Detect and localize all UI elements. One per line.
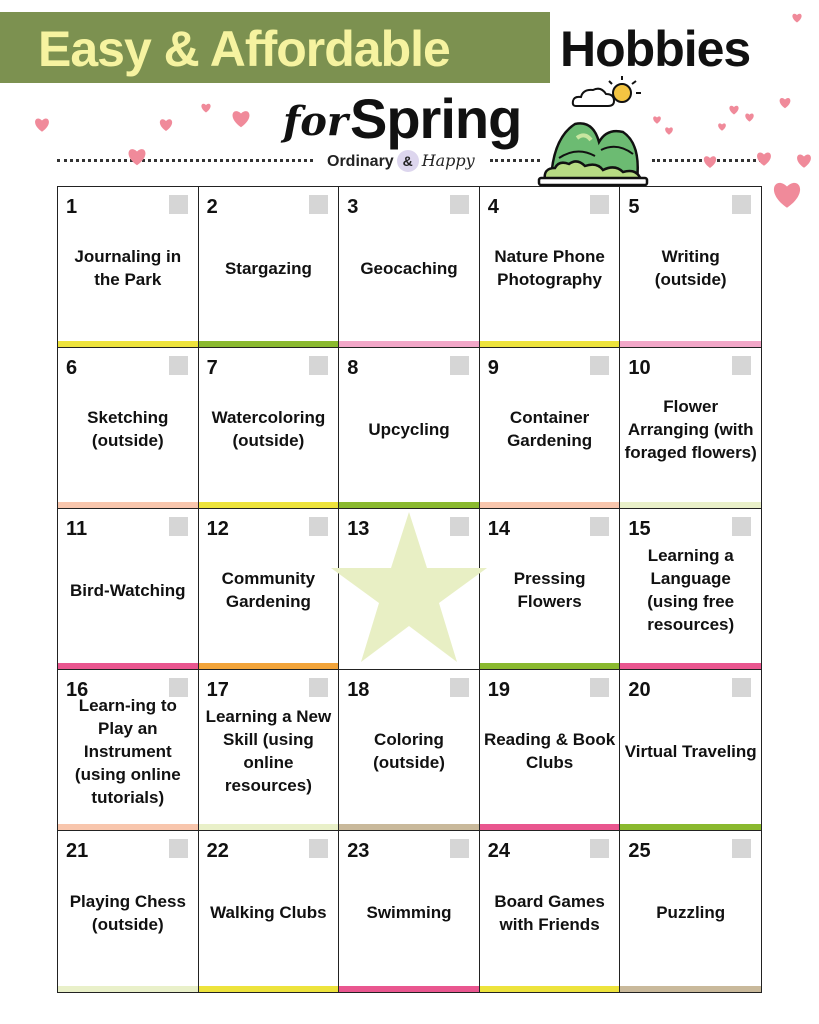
checkbox[interactable] <box>732 839 751 858</box>
brand-ordinary: Ordinary <box>327 153 394 170</box>
divider-middle <box>490 159 540 162</box>
checkbox[interactable] <box>590 839 609 858</box>
grid-cell-4 <box>480 187 621 348</box>
grid-cell-15 <box>620 509 761 670</box>
color-stripe <box>58 502 198 508</box>
checkbox[interactable] <box>309 517 328 536</box>
color-stripe <box>58 986 198 992</box>
hobby-label: Upcycling <box>368 419 450 439</box>
color-stripe <box>620 502 761 508</box>
heart-icon <box>702 154 718 170</box>
hobby-label: Playing Chess (outside) <box>69 891 186 934</box>
checkbox[interactable] <box>309 678 328 697</box>
grid-cell-2 <box>199 187 340 348</box>
color-stripe <box>199 986 339 992</box>
title-hobbies: Hobbies <box>560 21 751 77</box>
color-stripe <box>199 341 339 347</box>
cell-number: 9 <box>487 357 499 379</box>
cell-number: 13 <box>347 518 370 540</box>
cell-number: 2 <box>206 196 218 218</box>
brand-amp: & <box>397 150 419 172</box>
hills-icon <box>537 118 649 188</box>
cell-number: 19 <box>487 679 511 701</box>
hobby-label: Learning a New Skill (using online resources) <box>205 707 332 795</box>
cell-number: 23 <box>347 840 370 862</box>
grid-cell-6 <box>58 348 199 509</box>
cell-number: 20 <box>628 679 651 701</box>
hobby-label: Bird-Watching <box>70 580 186 600</box>
cell-number: 11 <box>66 518 88 540</box>
hobby-label: Watercoloring (outside) <box>211 408 326 450</box>
checkbox[interactable] <box>309 356 328 375</box>
color-stripe <box>199 663 339 669</box>
hobby-label: Stargazing <box>224 258 312 278</box>
cell-number: 7 <box>206 357 218 379</box>
cell-number: 3 <box>347 196 359 218</box>
cell-number: 12 <box>206 518 229 540</box>
hobby-label: Writing (outside) <box>654 247 727 289</box>
checkbox[interactable] <box>309 839 328 858</box>
checkbox[interactable] <box>169 195 188 214</box>
grid-cell-5 <box>620 187 761 348</box>
subtitle-for: for <box>283 98 348 145</box>
checkbox[interactable] <box>169 839 188 858</box>
color-stripe <box>58 663 198 669</box>
hobby-label: Board Games with Friends <box>494 891 605 934</box>
color-stripe <box>199 824 339 830</box>
grid-cell-11 <box>58 509 199 670</box>
checkbox[interactable] <box>590 356 609 375</box>
grid-cell-18 <box>339 670 480 831</box>
color-stripe <box>339 986 479 992</box>
heart-icon <box>230 108 252 130</box>
checkbox[interactable] <box>450 678 469 697</box>
heart-icon <box>728 104 740 116</box>
grid-cell-1 <box>58 187 199 348</box>
color-stripe <box>480 663 620 669</box>
heart-icon <box>126 146 148 168</box>
checkbox[interactable] <box>732 195 751 214</box>
checkbox[interactable] <box>590 195 609 214</box>
grid-cell-3 <box>339 187 480 348</box>
hobby-label: Virtual Traveling <box>624 741 757 761</box>
brand-logo <box>327 150 475 172</box>
hobby-label: Puzzling <box>656 903 726 922</box>
cell-number: 17 <box>206 679 229 701</box>
hobby-label: Coloring (outside) <box>373 730 445 772</box>
checkbox[interactable] <box>590 517 609 536</box>
cell-number: 24 <box>487 840 511 862</box>
cell-number: 18 <box>347 679 370 701</box>
star-icon <box>329 512 489 664</box>
hobby-label: Community Gardening <box>221 569 316 611</box>
color-stripe <box>620 663 761 669</box>
color-stripe <box>480 986 620 992</box>
heart-icon <box>744 112 755 123</box>
hobby-label: Reading & Book Clubs <box>483 730 616 772</box>
grid-cell-9 <box>480 348 621 509</box>
grid-cell-22 <box>199 831 340 992</box>
color-stripe <box>339 502 479 508</box>
hobby-label: Sketching (outside) <box>87 408 169 450</box>
hobby-label: Journaling in the Park <box>74 247 182 289</box>
color-stripe <box>480 502 620 508</box>
checkbox[interactable] <box>590 678 609 697</box>
checkbox[interactable] <box>450 839 469 858</box>
color-stripe <box>199 502 339 508</box>
grid-cell-20 <box>620 670 761 831</box>
cell-number: 6 <box>66 357 78 379</box>
cell-number: 1 <box>66 196 78 218</box>
grid-cell-14 <box>480 509 621 670</box>
grid-cell-25 <box>620 831 761 992</box>
checkbox[interactable] <box>732 517 751 536</box>
color-stripe <box>58 341 198 347</box>
heart-icon <box>717 122 727 132</box>
hobby-label: Flower Arranging (with foraged flowers) <box>624 396 757 462</box>
checkbox[interactable] <box>732 678 751 697</box>
heart-icon <box>664 126 674 136</box>
hobby-label: Pressing Flowers <box>513 569 586 611</box>
color-stripe <box>339 341 479 347</box>
heart-icon <box>755 150 773 168</box>
divider-left <box>57 159 313 162</box>
grid-cell-8 <box>339 348 480 509</box>
grid-cell-10 <box>620 348 761 509</box>
hobby-label: Learn-ing to Play an Instrument (using online tutorials) <box>74 695 181 807</box>
heart-icon <box>778 96 792 110</box>
sun-cloud-icon <box>570 76 642 112</box>
hobby-label: Learning a Language (using free resources) <box>647 546 735 634</box>
grid-cell-19 <box>480 670 621 831</box>
cell-number: 15 <box>628 518 651 540</box>
color-stripe <box>620 341 761 347</box>
grid-cell-12 <box>199 509 340 670</box>
cell-number: 8 <box>347 357 359 379</box>
grid-cell-7 <box>199 348 340 509</box>
cell-number: 22 <box>206 840 229 862</box>
checkbox[interactable] <box>732 356 751 375</box>
cell-number: 10 <box>628 357 651 379</box>
grid-cell-16 <box>58 670 199 831</box>
cell-number: 21 <box>66 840 89 862</box>
heart-icon <box>200 102 212 114</box>
checkbox[interactable] <box>450 195 469 214</box>
color-stripe <box>480 341 620 347</box>
cell-number: 14 <box>487 518 511 540</box>
heart-icon <box>770 178 804 212</box>
cell-number: 5 <box>628 196 640 218</box>
color-stripe <box>339 824 479 830</box>
heart-icon <box>791 12 803 24</box>
heart-icon <box>795 152 813 170</box>
heart-icon <box>158 117 174 133</box>
checkbox[interactable] <box>309 195 328 214</box>
grid-cell-23 <box>339 831 480 992</box>
grid-cell-24 <box>480 831 621 992</box>
color-stripe <box>58 824 198 830</box>
checkbox[interactable] <box>169 517 188 536</box>
brand-happy: Happy <box>421 151 475 170</box>
heart-icon <box>652 115 662 125</box>
cell-number: 16 <box>66 679 89 701</box>
cell-number: 25 <box>628 840 651 862</box>
heart-icon <box>33 116 51 134</box>
checkbox[interactable] <box>450 356 469 375</box>
subtitle-spring: Spring <box>350 87 522 150</box>
color-stripe <box>620 824 761 830</box>
hobby-label: Swimming <box>366 903 452 922</box>
hobby-label: Nature Phone Photography <box>494 247 605 289</box>
color-stripe <box>620 986 761 992</box>
checkbox[interactable] <box>169 356 188 375</box>
cell-number: 4 <box>487 196 499 218</box>
grid-cell-17 <box>199 670 340 831</box>
hobby-label: Container Gardening <box>507 408 593 450</box>
grid-cell-21 <box>58 831 199 992</box>
title-easy-affordable: Easy & Affordable <box>38 21 450 77</box>
color-stripe <box>480 824 620 830</box>
hobby-label: Geocaching <box>360 258 458 278</box>
hobby-label: Walking Clubs <box>210 903 327 922</box>
